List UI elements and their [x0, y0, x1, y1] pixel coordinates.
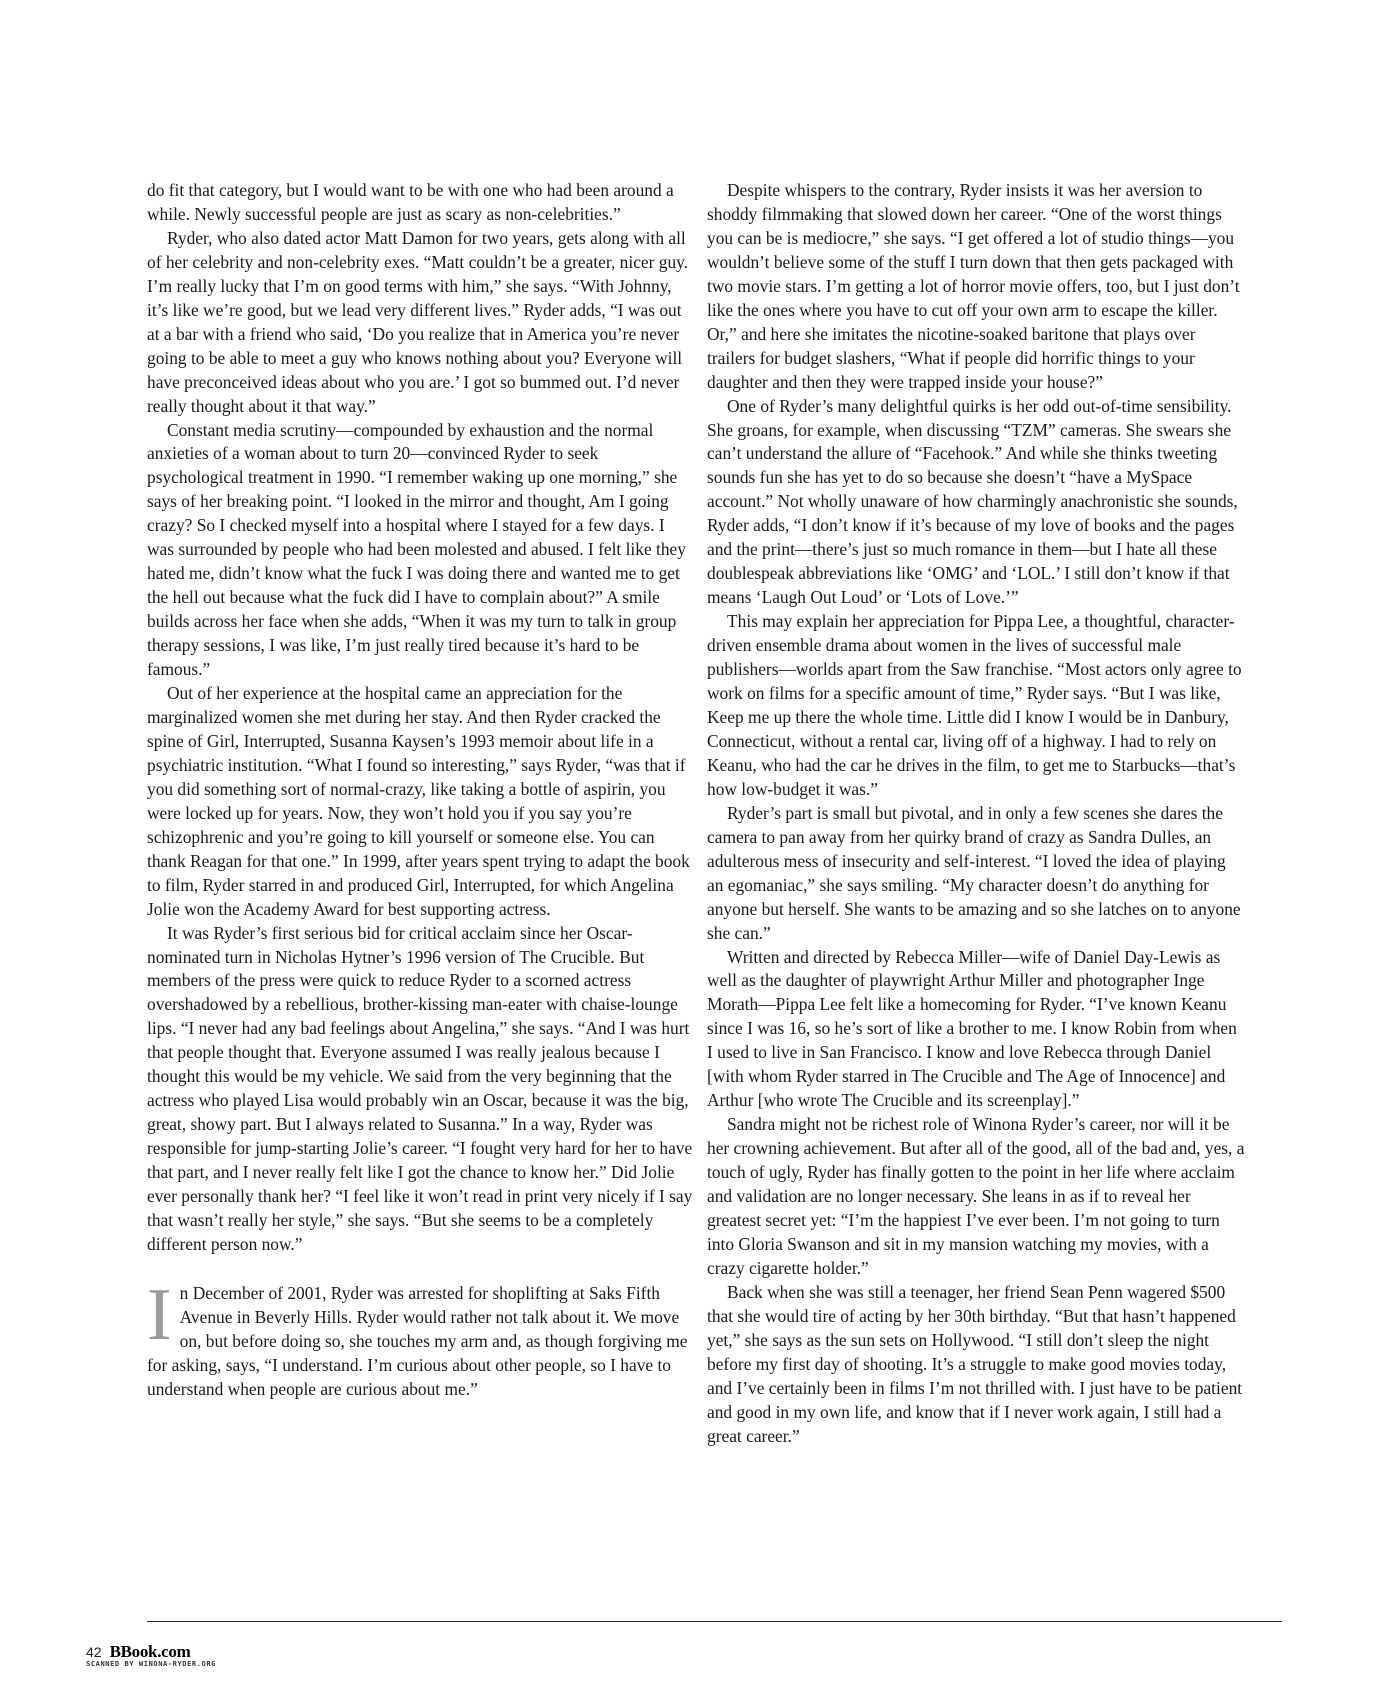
paragraph: Sandra might not be richest role of Winona Ryder’s career, nor will it be her crowning achievement. But after all of the good, all of the bad and, yes, a touch of ugly, Ryder has finally gotten to the point in her life where acclaim and validation are no longer necessary. She leans in as if to reveal her greatest secret yet: “I’m the happiest I’ve ever been. I’m not going to turn into Gloria Swanson and sit in my mansion watching my movies, with a crazy cigarette holder.” [707, 1114, 1245, 1278]
footer-rule [147, 1621, 1282, 1622]
footer [86, 1642, 190, 1662]
paragraph: Out of her experience at the hospital came an appreciation for the marginalized women she met during her stay. And then Ryder cracked the spine of Girl, Interrupted, Susanna Kaysen’s 1993 memoir about life in a psychiatric institution. “What I found so interesting,” says Ryder, “was that if you did something sort of normal-crazy, like taking a bottle of aspirin, you were locked up for years. Now, they won’t hold you if you say you’re schizophrenic and you’re going to kill yourself or someone else. You can thank Reagan for that one.” In 1999, after years spent trying to adapt the book to film, Ryder starred in and produced Girl, Interrupted, for which Angelina Jolie won the Academy Award for best supporting actress. [147, 683, 690, 919]
scan-credit: SCANNED BY WINONA-RYDER.ORG [86, 1660, 216, 1668]
page-number: 42 [86, 1644, 102, 1660]
paragraph: It was Ryder’s first serious bid for critical acclaim since her Oscar-nominated turn in Nicholas Hytner’s 1996 version of The Crucible. But members of the press were quick to reduce Ryder to a scorned actress overshadowed by a rebellious, brother-kissing man-eater with chaise-lounge lips. “I never had any bad feelings about Angelina,” she says. “And I was hurt that people thought that. Everyone assumed I was really jealous because I thought this would be my vehicle. We said from the very beginning that the actress who played Lisa would probably win an Oscar, because it was the big, great, showy part. But I always related to Susanna.” In a way, Ryder was responsible for jump-starting Jolie’s career. “I fought very hard for her to have that part, and I never really felt like I got the chance to know her.” Did Jolie ever personally thank her? “I feel like it won’t read in print very nicely if I say that wasn’t really her style,” she says. “But she seems to be a completely different person now.” [147, 922, 693, 1254]
paragraph: Despite whispers to the contrary, Ryder insists it was her aversion to shoddy filmmaking that slowed down her career. “One of the worst things you can be is mediocre,” she says. “I get offered a lot of studio things—you wouldn’t believe some of the stuff I turn down that then gets packaged with two movie stars. I’m getting a lot of horror movie offers, too, but I just don’t like the ones where you have to cut off your own arm to escape the killer. Or,” and here she imitates the nicotine-soaked baritone that plays over trailers for budget slashers, “What if people did horrific things to your daughter and then they were trapped inside your house?” [707, 180, 1240, 392]
paragraph: Back when she was still a teenager, her friend Sean Penn wagered $500 that she would tire of acting by her 30th birthday. “But that hasn’t happened yet,” she says as the sun sets on Hollywood. “I still don’t sleep the night before my first day of shooting. It’s a struggle to make good movies today, and I’ve certainly been in films I’m not thrilled with. I just have to be patient and good in my own life, and know that if I never work again, I still had a great career.” [707, 1281, 1243, 1446]
dropcap-letter: I [147, 1273, 172, 1356]
right-column [707, 179, 1245, 1449]
dropcap-paragraph [147, 1273, 695, 1402]
dropcap-text: n December of 2001, Ryder was arrested for shoplifting at Saks Fifth Avenue in Beverly Hills. Ryder would rather not talk about it. We move on, but before doing so, she touches my arm and, as though forgiving me for asking, says, “I understand. I’m curious about other people, so I have to understand when people are curious about me.” [147, 1282, 688, 1399]
brand-logo: BBook.com [109, 1642, 191, 1661]
paragraph: Constant media scrutiny—compounded by exhaustion and the normal anxieties of a woman about to turn 20—convinced Ryder to seek psychological treatment in 1990. “I remember waking up one morning,” she says of her breaking point. “I looked in the mirror and thought, Am I going crazy? So I checked myself into a hospital where I stayed for a few days. I was surrounded by people who had been molested and abused. I felt like they hated me, didn’t know what the fuck I was doing there and wanted me to get the hell out because what the fuck did I have to complain about?” A smile builds across her face when she adds, “When it was my turn to talk in group therapy sessions, I was like, I’m just really tired because it’s hard to be famous.” [147, 419, 686, 680]
paragraph: do fit that category, but I would want to be with one who had been around a while. Newly successful people are just as scary as non-celebrities.” [147, 180, 674, 224]
paragraph: Ryder’s part is small but pivotal, and in only a few scenes she dares the camera to pan away from her quirky brand of crazy as Sandra Dulles, an adulterous mess of insecurity and self-interest. “I loved the idea of playing an egomaniac,” she says smiling. “My character doesn’t do anything for anyone but herself. She wants to be amazing and so she latches on to anyone she can.” [707, 802, 1241, 943]
paragraph: Written and directed by Rebecca Miller—wife of Daniel Day-Lewis as well as the daughter of playwright Arthur Miller and photographer Inge Morath—Pippa Lee felt like a homecoming for Ryder. “I’ve known Keanu since I was 16, so he’s sort of like a brother to me. I know Robin from when I used to live in San Francisco. I know and love Rebecca through Daniel [with whom Ryder starred in The Crucible and The Age of Innocence] and Arthur [who wrote The Crucible and its screenplay].” [707, 946, 1237, 1111]
left-column [147, 179, 695, 1402]
paragraph: This may explain her appreciation for Pippa Lee, a thoughtful, character-driven ensemble drama about women in the lives of successful male publishers—worlds apart from the Saw franchise. “Most actors only agree to work on films for a specific amount of time,” Ryder says. “But I was like, Keep me up there the whole time. Little did I know I would be in Danbury, Connecticut, without a rental car, living off of a highway. I had to rely on Keanu, who had the car he drives in the film, to get me to Starbucks—that’s how low-budget it was.” [707, 611, 1242, 799]
paragraph: Ryder, who also dated actor Matt Damon for two years, gets along with all of her celebrity and non-celebrity exes. “Matt couldn’t be a greater, nicer guy. I’m really lucky that I’m on good terms with him,” she says. “With Johnny, it’s like we’re good, but we lead very different lives.” Ryder adds, “I was out at a bar with a friend who said, ‘Do you realize that in America you’re never going to be able to meet a guy who knows nothing about you? Everyone will have preconceived ideas about who you are.’ I got so bummed out. I’d never really thought about it that way.” [147, 227, 689, 416]
paragraph: One of Ryder’s many delightful quirks is her odd out-of-time sensibility. She groans, for example, when discussing “TZM” cameras. She swears she can’t understand the allure of “Facehook.” And while she thinks tweeting sounds fun she has yet to do so because she doesn’t “have a MySpace account.” Not wholly unaware of how charmingly anachronistic she sounds, Ryder adds, “I don’t know if it’s because of my love of books and the pages and the print—there’s just so much romance in them—but I hate all these doublespeak abbreviations like ‘OMG’ and ‘LOL.’ I still don’t know if that means ‘Laugh Out Loud’ or ‘Lots of Love.’” [707, 395, 1238, 608]
